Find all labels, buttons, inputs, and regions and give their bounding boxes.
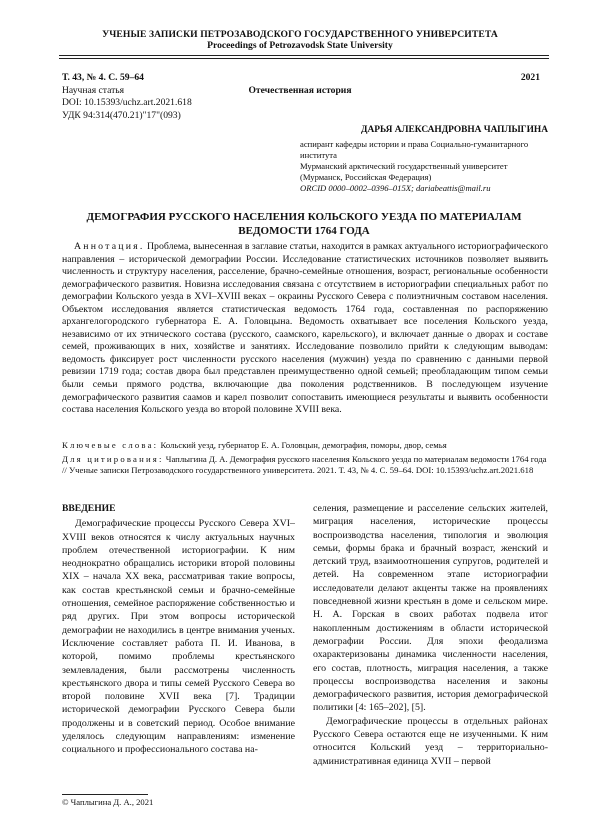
keywords-text: Кольский уезд, губернатор Е. А. Головцын, демография, поморы, двор, семья <box>160 440 447 450</box>
doi: DOI: 10.15393/uchz.art.2021.618 <box>62 97 192 109</box>
article-type: Научная статья <box>62 84 125 96</box>
keywords-label: Ключевые слова: <box>62 440 159 450</box>
intro-heading: ВВЕДЕНИЕ <box>62 503 116 514</box>
udc: УДК 94:314(470.21)"17"(093) <box>62 109 181 121</box>
author-position: аспирант кафедры истории и права Социально-гуманитарного института <box>300 139 529 161</box>
volume-info: Т. 43, № 4. С. 59–64 <box>62 72 144 83</box>
author-block <box>300 125 548 195</box>
journal-title: УЧЕНЫЕ ЗАПИСКИ ПЕТРОЗАВОДСКОГО ГОСУДАРСТВЕННОГО УНИВЕРСИТЕТА <box>102 29 498 40</box>
citation-label: Для цитирования: <box>62 454 164 464</box>
header-rule-2 <box>59 58 549 59</box>
abstract-text: Проблема, вынесенная в заглавие статьи, находится в рамках актуального историографического направления – исторической демографии России. Исследование статистических источников позволяет выявить численность и структуру населения, расселение, брачно-семейные отношения, возраст, региональные особенности демографического развития. Новизна исследования связана с отсутствием в историографии специальных работ по демографии Кольского уезда в XVI–XVIII веках – окраины Русского Севера с полиэтничным составом населения. Объектом исследования является статистическая ведомость 1764 года, составленная по распоряжению архангелогородского губернатора Е. А. Головцына. Ведомость охватывает все поселения Кольского уезда, независимо от их этнического состава (русского, саамского, карельского), и включает данные о дворах и составе семей, проживающих в них, хозяйстве и занятиях. Исследование позволило прийти к следующим выводам: ведомость фиксирует рост численности русского населения (мужчин) уезда по сравнению с данными первой ревизии 1719 года; состав двора был представлен преимущественно одной семьей; преобладающим типом семьи были семьи прямого родства, включающие два поколения родственников. В последующем изучение демографического развития саамов и карел позволит сопоставить имеющиеся результаты и выявить особенности состава населения Кольского уезда во второй половине XVIII века. <box>62 241 549 416</box>
year: 2021 <box>520 72 540 83</box>
column-left <box>62 502 295 757</box>
footnote-rule <box>62 794 148 795</box>
article-title: ДЕМОГРАФИЯ РУССКОГО НАСЕЛЕНИЯ КОЛЬСКОГО УЕЗДА ПО МАТЕРИАЛАМ ВЕДОМОСТИ 1764 ГОДА <box>86 211 522 237</box>
journal-title-en: Proceedings of Petrozavodsk State University <box>207 40 393 51</box>
keywords <box>62 440 548 451</box>
abstract <box>62 241 548 417</box>
citation-text: Чаплыгина Д. А. Демография русского населения Кольского уезда по материалам ведомости 1764 года // Ученые записки Петрозаводского государственного университета. 2021. Т. 43, № 4. С. 59–64. DOI: 10.15393/uchz.art.2021.618 <box>62 454 547 475</box>
author-name: ДАРЬЯ АЛЕКСАНДРОВНА ЧАПЛЫГИНА <box>361 125 548 135</box>
paragraph: селения, размещение и расселение сельских жителей, миграция населения, исторические процессы воспроизводства населения, типология и эволюция семьи, формы брака и брачный возраст, женский и детский труд, взаимоотношения супругов, родителей и детей. На современном этапе историографии исследователи делают акценты также на проявлениях повседневной жизни крестьян в доме и сельском мире. Н. А. Горская в своих работах подвела итог накопленным достижениям в области исторической демографии России. Для эпохи феодализма охарактеризованы динамика численности населения, его состав, плотность, миграция населения, а также процессы воспроизводства населения и законы демографического развития, история демографической политики [4: 165–202], [5]. <box>313 503 548 714</box>
meta-block <box>62 72 192 122</box>
author-contact: ORCID 0000–0002–0396–015X; dariabeattis@mail.ru <box>300 183 491 194</box>
citation <box>62 454 548 476</box>
author-affiliation: Мурманский арктический государственный университет (Мурманск, Российская Федерация) <box>300 161 508 183</box>
column-right <box>313 502 548 768</box>
paragraph: Демографические процессы в отдельных районах Русского Севера остаются еще не изученными. К ним относится Кольский уезд – территориально-административная единица XVII – первой <box>313 715 548 767</box>
header-rule-1 <box>59 55 549 56</box>
copyright: © Чаплыгина Д. А., 2021 <box>62 797 154 807</box>
paragraph: Демографические процессы Русского Севера XVI–XVIII веков относятся к числу актуальных научных проблем отечественной историографии. К ним неоднократно обращались историки второй половины XIX – начала XX века, рассматривая такие вопросы, как состав крестьянской семьи и брачно-семейные отношения, семейное распоряжение собственностью и ряд других. При этом вопросы исторической демографии не находились в центре внимания ученых. Исключение составляет работа П. И. Иванова, в которой, помимо проблемы крестьянского землевладения, были рассмотрены численность крестьянского двора и типы семей Русского Севера во второй половине XVII века [7]. Традиции исторической демографии Русского Севера были продолжены и в советский период. Особое внимание уделялось следующим направлениям: изменение социального и профессионального состава на- <box>62 518 295 756</box>
abstract-label: Аннотация. <box>74 241 145 252</box>
section-name: Отечественная история <box>248 85 352 96</box>
